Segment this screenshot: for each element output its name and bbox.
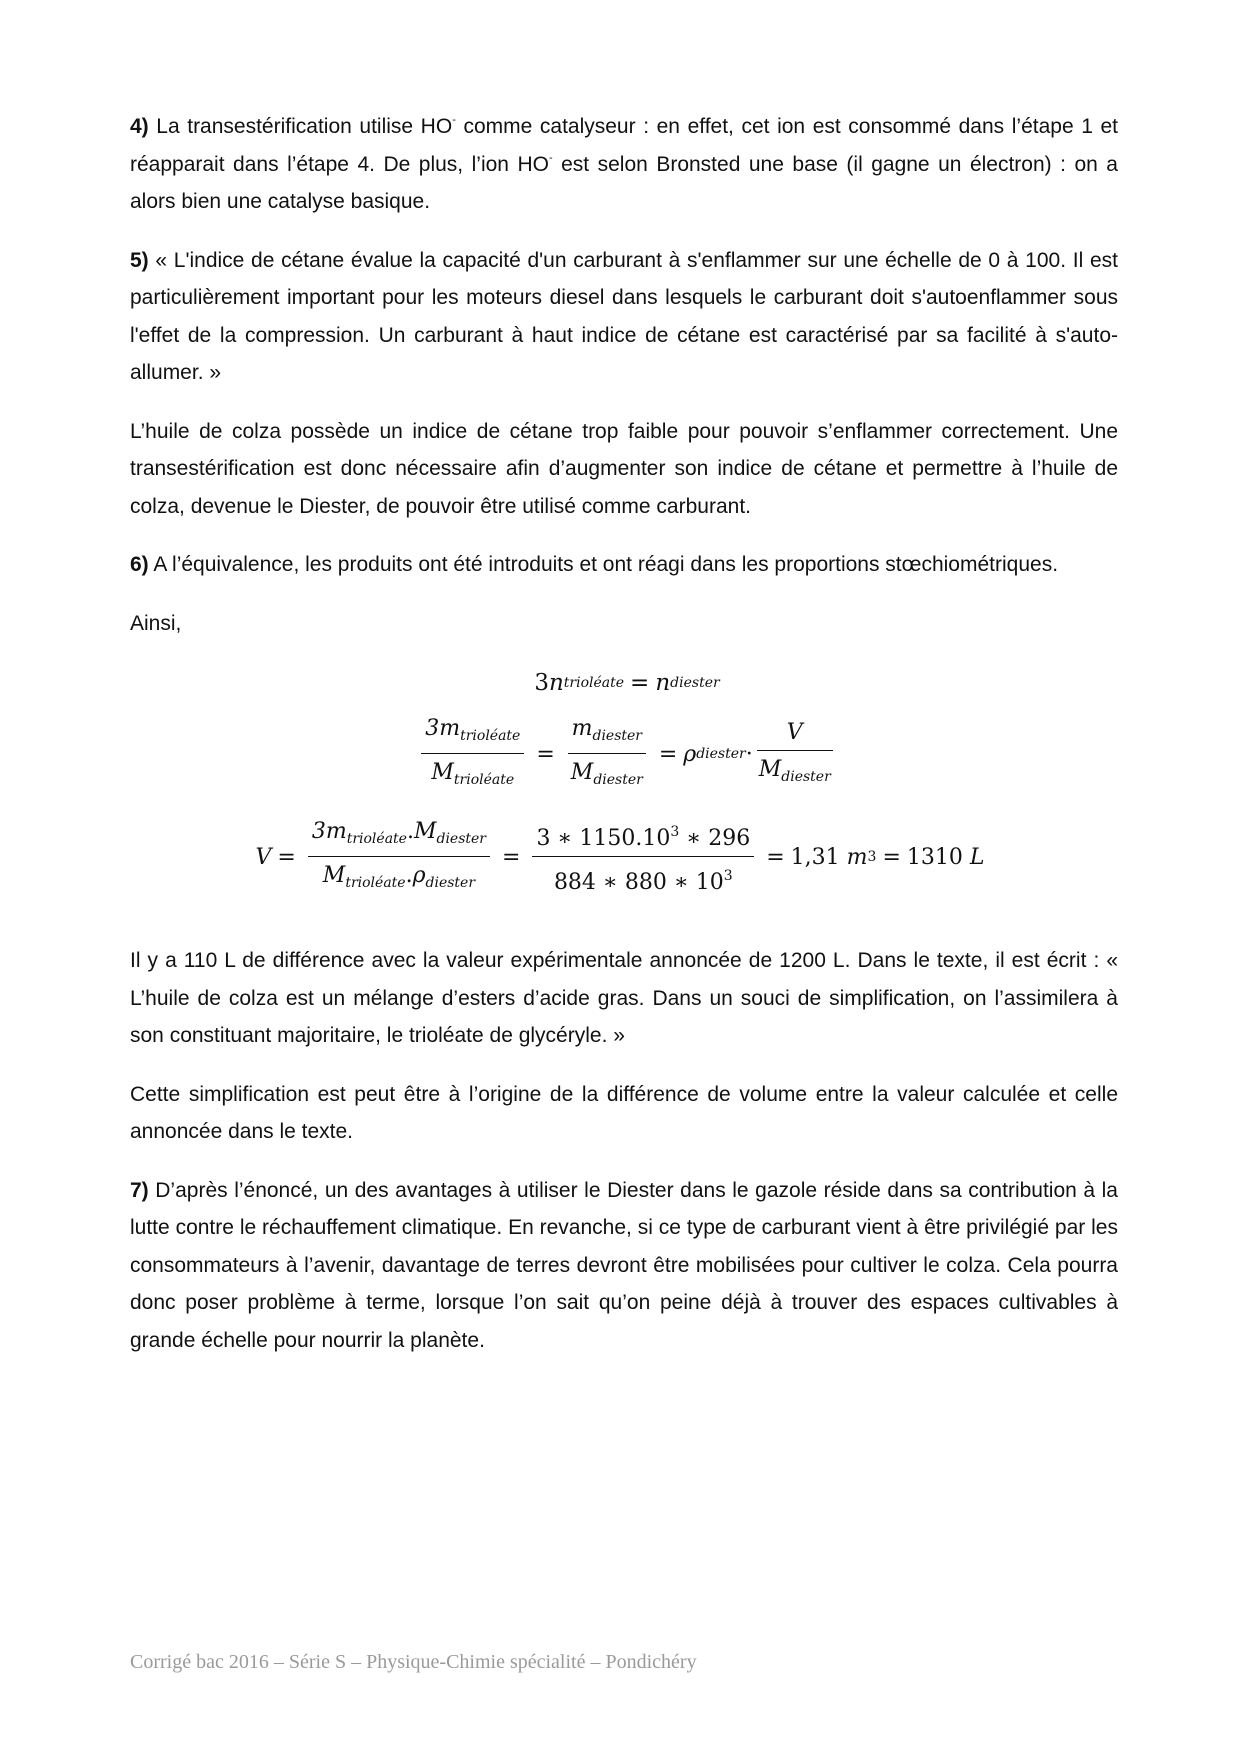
superscript: - [548,151,553,164]
eq-subscript: trioléate [453,772,515,788]
eq-unit: L [969,844,985,870]
answer-number: 7) [130,1178,149,1202]
eq-term: V [786,719,803,745]
fraction [308,817,490,898]
answer-text: comme catalyseur : en effet, cet ion est consommé dans l’étape 1 et réapparait dans l’étape 4. De plus, l’ion HO [130,115,1118,176]
eq-subscript: diester [781,768,831,785]
eq-operator: = [882,844,901,870]
eq-subscript: diester [436,831,486,847]
eq-number: ∗ 296 [679,826,751,851]
answer-4 [130,108,1118,221]
eq-subscript: diester [670,675,720,692]
ainsi-label: Ainsi, [130,611,182,635]
eq-subscript: trioléate [460,728,521,744]
equation-3 [126,817,1114,898]
eq-term: 3m [425,716,461,741]
eq-subscript: trioléate [563,675,625,692]
eq-subscript: diester [696,745,746,762]
eq-term: M [570,760,594,785]
answer-number: 5) [130,248,149,272]
fraction [532,817,754,898]
answer-text: A l’équivalence, les produits ont été introduits et ont réagi dans les proportions stœchiométriques. [148,553,1059,576]
eq-operator: = [630,670,650,697]
answer-text: est selon Bronsted une base (il gagne un électron) : on a alors bien une catalyse basique. [130,152,1118,213]
eq-term: n [548,670,564,697]
superscript: - [452,114,456,126]
eq-exponent: 3 [723,868,733,884]
eq-operator: = [536,741,555,767]
answer-7 [130,1172,1118,1360]
answer-number: 6) [130,553,149,576]
eq-term: M [413,819,437,844]
eq-operator: = [766,844,785,870]
answer-6 [130,546,1118,584]
eq-number: 3 ∗ 1150.10 [536,826,671,851]
eq-exponent: 3 [670,824,680,840]
eq-operator: = [277,844,296,870]
eq-operator: . [406,819,414,844]
eq-subscript: trioléate [346,831,407,847]
eq-number: 884 ∗ 880 ∗ 10 [553,870,724,895]
eq-term: ρ [412,863,426,888]
eq-term: M [431,760,454,785]
equation-2 [134,714,1122,795]
page-footer: Corrigé bac 2016 – Série S – Physique-Chimie spécialité – Pondichéry [130,1651,697,1673]
eq-exponent: 3 [867,848,877,865]
eq-operator: = [658,741,678,767]
eq-unit: m [846,844,868,870]
equation-block [130,664,1118,898]
eq-term: 3m [311,819,347,844]
answer-number: 4) [130,115,149,138]
eq-operator: = [502,844,521,870]
equation-1 [133,664,1121,704]
eq-term: m [571,716,593,741]
answer-text: D’après l’énoncé, un des avantages à utiliser le Diester dans le gazole réside dans sa contribution à la lutte contre le réchauffement climatique. En revanche, si ce type de carburant vient à être privilégié par les consommateurs à l’avenir, davantage de terres devront être mobilisées pour cultiver le colza. Cela pourra donc poser problème à terme, lorsque l’on sait qu’on peine déjà à trouver des espaces cultivables à grande échelle pour nourrir la planète. [130,1178,1118,1352]
eq-term: M [322,863,346,888]
eq-subscript: diester [593,772,643,788]
eq-term: V [255,844,272,870]
fraction [421,714,524,795]
answer-6-conclusion: Cette simplification est peut être à l’origine de la différence de volume entre la valeur calculée et celle annoncée dans le texte. [130,1082,1118,1143]
eq-operator: · [745,741,753,767]
document-body [130,108,1118,1380]
eq-result: 1,31 [790,844,847,870]
answer-5-paragraph: L’huile de colza possède un indice de cétane trop faible pour pouvoir s’enflammer correctement. Une transestérification est donc nécessaire afin d’augmenter son indice de cétane et permettre à l’huile de colza, devenue le Diester, de pouvoir être utilisé comme carburant. [130,419,1118,518]
eq-subscript: diester [425,875,476,891]
answer-text: « L'indice de cétane évalue la capacité d'un carburant à s'enflammer sur une échelle de 0 à 100. Il est particulièrement important pour les moteurs diesel dans lesquels le carburant doit s'autoenflammer sous l'effet de la compression. Un carburant à haut indice de cétane est caractérisé par sa facilité à s'auto-allumer. » [130,248,1118,384]
eq-coefficient: 3 [534,670,549,697]
eq-operator: . [405,863,413,888]
eq-result: 1310 [906,844,970,870]
eq-term: M [758,756,782,782]
answer-6-paragraph: Il y a 110 L de différence avec la valeur expérimentale annoncée de 1200 L. Dans le texte, il est écrit : « L’huile de colza est un mélange d’esters d’acide gras. Dans un souci de simplification, on l’assimilera à son constituant majoritaire, le trioléate de glycéryle. » [130,949,1118,1047]
eq-subscript: diester [592,728,642,744]
answer-5 [130,242,1118,392]
eq-term: n [655,670,671,697]
fraction [755,718,835,792]
fraction [567,714,647,795]
eq-subscript: trioléate [345,875,406,891]
eq-term: ρ [683,741,697,767]
answer-text: La transestérification utilise HO [148,115,453,138]
